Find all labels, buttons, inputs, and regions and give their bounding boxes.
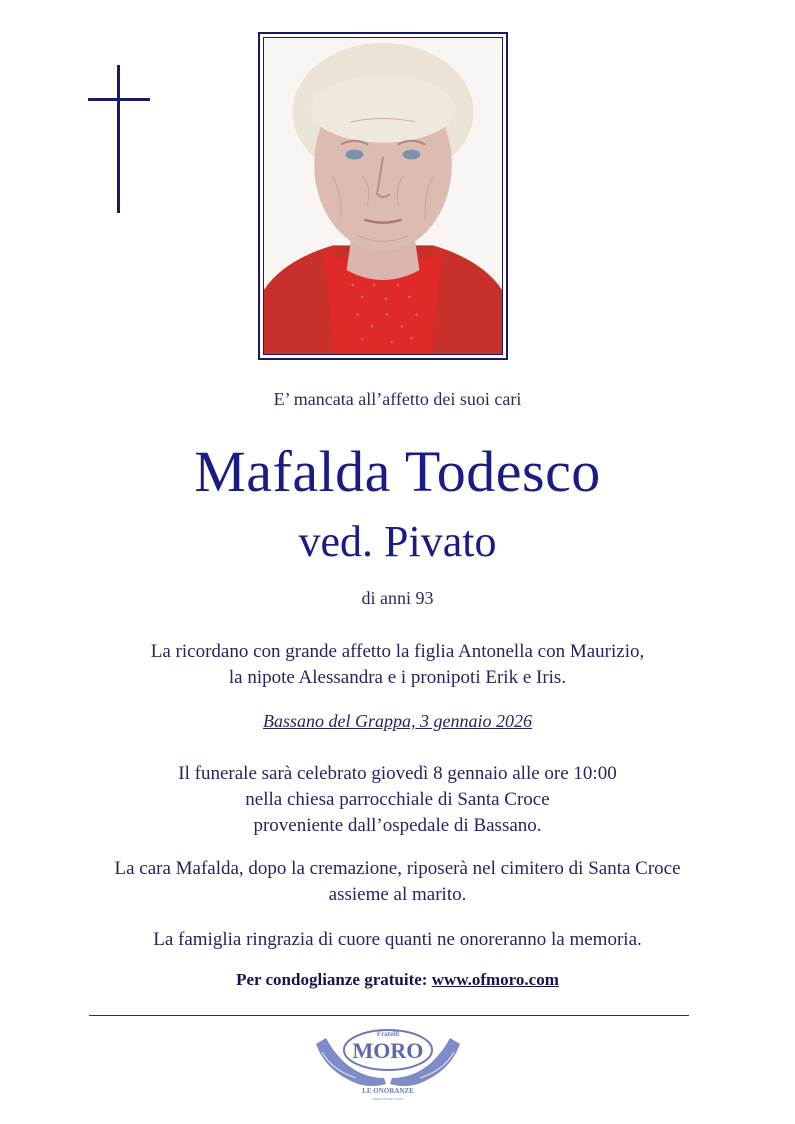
portrait-photo — [263, 37, 503, 355]
married-name: ved. Pivato — [298, 517, 497, 566]
cross-icon — [88, 65, 150, 213]
moro-logo — [312, 1022, 464, 1102]
logo-sub-text: www.ofmoro.com — [372, 1096, 404, 1101]
portrait-image — [264, 38, 502, 354]
cremation-line: assieme al marito. — [328, 884, 467, 905]
hands-logo-icon — [312, 1022, 464, 1102]
age-text: di anni 93 — [361, 588, 434, 608]
condolences-link[interactable]: www.ofmoro.com — [431, 970, 559, 989]
place-date-text: Bassano del Grappa, 3 gennaio 2026 — [263, 711, 532, 731]
condolences — [0, 970, 795, 990]
deceased-name: Mafalda Todesco — [194, 439, 601, 504]
logo-main-text: MORO — [352, 1038, 424, 1063]
divider — [89, 1015, 689, 1016]
remembrance-line: La ricordano con grande affetto la figlia Antonella con Maurizio, — [150, 641, 645, 662]
funeral-line: Il funerale sarà celebrato giovedì 8 gennaio alle ore 10:00 — [178, 763, 617, 784]
intro-text: E’ mancata all’affetto dei suoi cari — [273, 389, 522, 409]
cremation-line: La cara Mafalda, dopo la cremazione, riposerà nel cimitero di Santa Croce — [114, 858, 681, 879]
logo-bottom-text: LE ONORANZE — [362, 1087, 414, 1095]
funeral-line: proveniente dall’ospedale di Bassano. — [253, 815, 542, 836]
funeral-line: nella chiesa parrocchiale di Santa Croce — [245, 789, 550, 810]
portrait-frame — [258, 32, 508, 360]
remembrance-line: la nipote Alessandra e i pronipoti Erik e Iris. — [228, 667, 567, 688]
place-date — [0, 711, 795, 732]
condolences-label: Per condoglianze gratuite: — [236, 970, 428, 989]
logo-top-text: Fratelli — [376, 1030, 400, 1038]
thanks-text: La famiglia ringrazia di cuore quanti ne onoreranno la memoria. — [153, 929, 642, 950]
